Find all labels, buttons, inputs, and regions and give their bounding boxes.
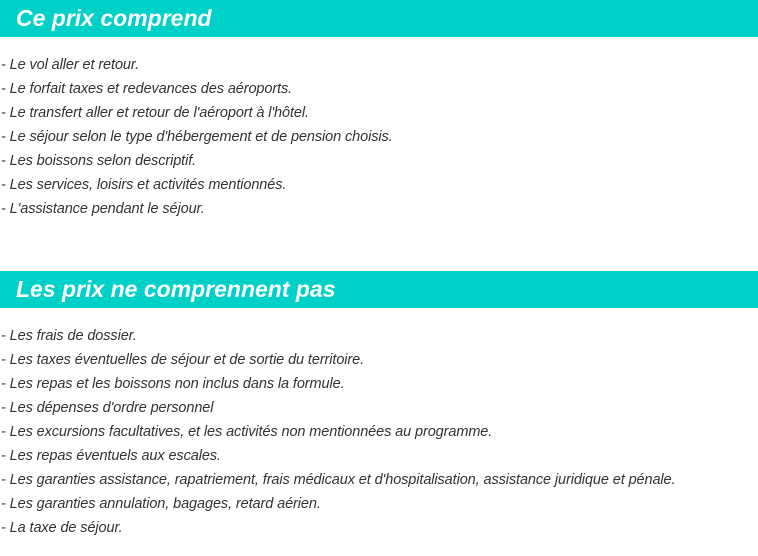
included-list (0, 37, 758, 221)
excluded-section (0, 271, 758, 540)
list-item: - Les excursions facultatives, et les activités non mentionnées au programme. (1, 424, 493, 440)
list-item: - Le forfait taxes et redevances des aéroports. (1, 81, 293, 97)
list-item: - Les boissons selon descriptif. (1, 153, 197, 169)
list-item: - L'assistance pendant le séjour. (1, 201, 205, 217)
list-item: - Les services, loisirs et activités mentionnés. (1, 177, 287, 193)
excluded-list (0, 308, 758, 540)
excluded-heading: Les prix ne comprennent pas (0, 271, 758, 308)
list-item: - Les garanties assistance, rapatriement, frais médicaux et d'hospitalisation, assistance juridique et pénale. (1, 472, 676, 488)
list-item: - Les repas éventuels aux escales. (1, 448, 221, 464)
list-item: - Le transfert aller et retour de l'aéroport à l'hôtel. (1, 105, 309, 121)
list-item: - Le vol aller et retour. (1, 57, 139, 73)
list-item: - Les dépenses d'ordre personnel (1, 400, 214, 416)
list-item: - Les taxes éventuelles de séjour et de sortie du territoire. (1, 352, 365, 368)
list-item: - La taxe de séjour. (1, 520, 123, 536)
list-item: - Le séjour selon le type d'hébergement et de pension choisis. (1, 129, 393, 145)
list-item: - Les frais de dossier. (1, 328, 137, 344)
list-item: - Les garanties annulation, bagages, retard aérien. (1, 496, 321, 512)
included-section (0, 0, 758, 221)
list-item: - Les repas et les boissons non inclus dans la formule. (1, 376, 345, 392)
included-heading: Ce prix comprend (0, 0, 758, 37)
